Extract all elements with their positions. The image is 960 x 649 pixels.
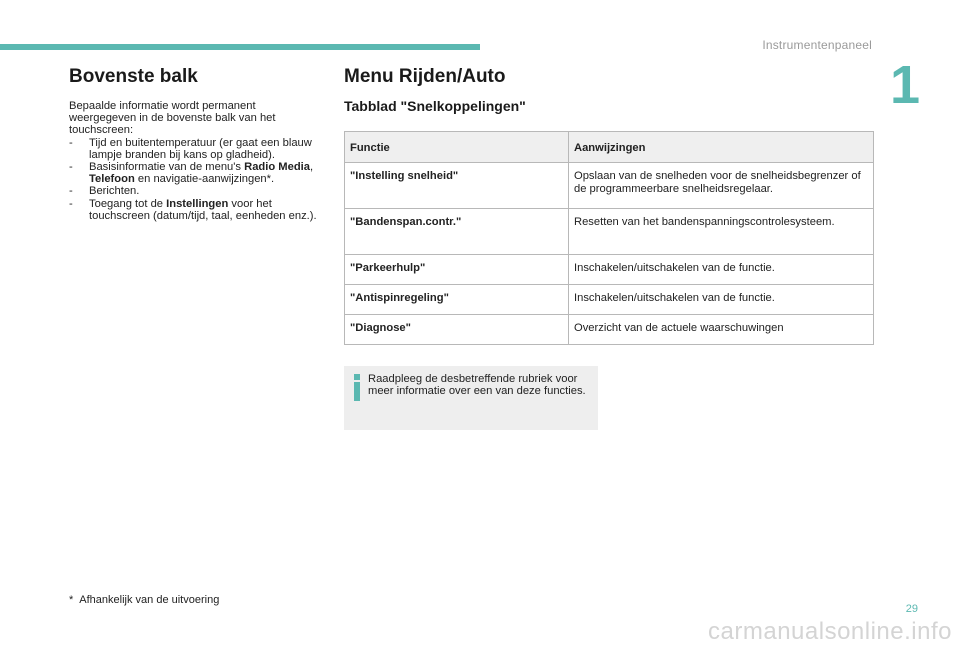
aanwijzing-cell: Inschakelen/uitschakelen van de functie. [569, 285, 874, 315]
column-header-aanwijzingen: Aanwijzingen [569, 132, 874, 163]
column-header-functie: Functie [345, 132, 569, 163]
info-list [69, 137, 317, 222]
list-item: - Tijd en buitentemperatuur (er gaat een blauw lampje branden bij kans op gladheid). [69, 137, 317, 161]
aanwijzing-cell: Resetten van het bandenspanningscontrolesysteem. [569, 209, 874, 255]
chapter-number: 1 [889, 55, 920, 115]
tab-subheading: Tabblad "Snelkoppelingen" [344, 98, 526, 114]
table-header-row [345, 132, 874, 163]
list-item: - Basisinformatie van de menu's Radio Media, Telefoon en navigatie-aanwijzingen*. [69, 161, 317, 185]
menu-heading: Menu Rijden/Auto [344, 66, 506, 87]
watermark: carmanualsonline.info [708, 618, 952, 645]
shortcuts-table [344, 131, 874, 345]
header-accent-bar [0, 44, 480, 50]
table-row [345, 285, 874, 315]
footnote-text: Afhankelijk van de uitvoering [79, 594, 220, 606]
table-row [345, 209, 874, 255]
left-column [69, 66, 317, 222]
functie-cell: "Bandenspan.contr." [345, 209, 569, 255]
functie-cell: "Diagnose" [345, 315, 569, 345]
section-title: Instrumentenpaneel [762, 38, 872, 52]
footnote [69, 594, 219, 606]
info-icon [353, 374, 361, 401]
intro-paragraph: Bepaalde informatie wordt permanent weergegeven in de bovenste balk van het touchscreen: [69, 100, 276, 137]
functie-cell: "Instelling snelheid" [345, 163, 569, 209]
footnote-marker: * [69, 594, 74, 606]
table-row [345, 163, 874, 209]
page-number: 29 [905, 603, 918, 615]
list-item: - Toegang tot de Instellingen voor het touchscreen (datum/tijd, taal, eenheden enz.). [69, 198, 317, 222]
right-column [344, 66, 874, 114]
aanwijzing-cell: Opslaan van de snelheden voor de snelheidsbegrenzer of de programmeerbare snelheidsregelaar. [569, 163, 874, 209]
list-item: - Berichten. [69, 185, 317, 197]
table-row [345, 255, 874, 285]
info-text: Raadpleeg de desbetreffende rubriek voor meer informatie over een van deze functies. [368, 373, 586, 398]
bovenste-balk-heading: Bovenste balk [69, 66, 198, 87]
table-row [345, 315, 874, 345]
aanwijzing-cell: Inschakelen/uitschakelen van de functie. [569, 255, 874, 285]
functie-cell: "Antispinregeling" [345, 285, 569, 315]
info-box [344, 366, 598, 430]
aanwijzing-cell: Overzicht van de actuele waarschuwingen [569, 315, 874, 345]
functie-cell: "Parkeerhulp" [345, 255, 569, 285]
